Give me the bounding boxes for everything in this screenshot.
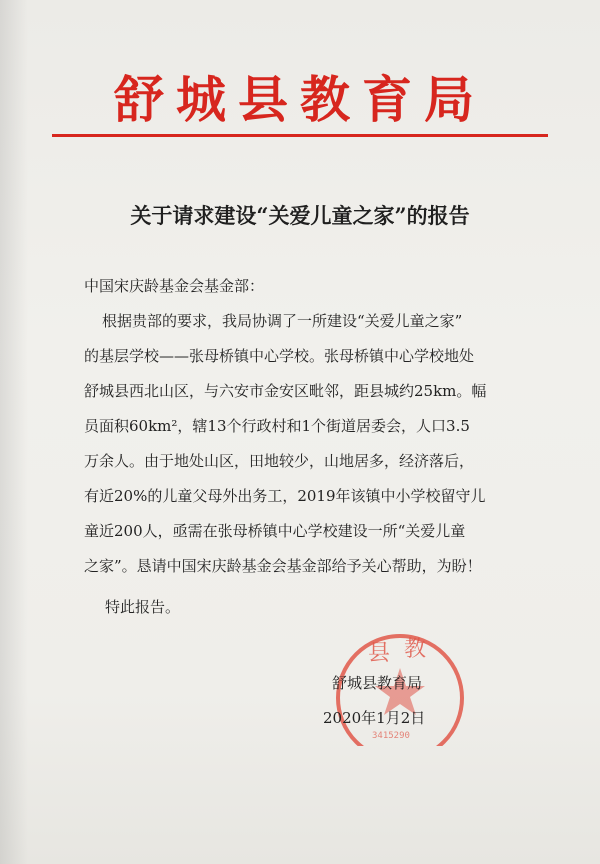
- closing-remark: 特此报告。: [105, 598, 181, 616]
- body-line-4: 员面积60km²，辖13个行政村和1个街道居委会，人口3.5: [84, 417, 470, 435]
- body-line-6: 有近20%的儿童父母外出务工，2019年该镇中小学校留守儿: [84, 487, 486, 505]
- seal-character-2: 教: [404, 637, 427, 662]
- salutation: 中国宋庆龄基金会基金部：: [84, 277, 265, 295]
- body-line-7: 童近200人，亟需在张母桥镇中心学校建设一所“关爱儿童: [84, 522, 466, 540]
- body-line-8: 之家”。恳请中国宋庆龄基金会基金部给予关心帮助，为盼！: [84, 557, 482, 575]
- seal-serial-number: 3415290: [372, 731, 410, 741]
- body-line-1: 根据贵部的要求，我局协调了一所建设“关爱儿童之家”: [102, 312, 463, 330]
- letterhead-organization-name: 舒城县教育局: [114, 70, 486, 129]
- body-line-3: 舒城县西北山区，与六安市金安区毗邻，距县城约25km。幅: [84, 382, 487, 400]
- issue-date: 2020年1月2日: [323, 709, 426, 727]
- body-line-2: 的基层学校——张母桥镇中心学校。张母桥镇中心学校地处: [84, 347, 475, 365]
- body-line-5: 万余人。由于地处山区，田地较少，山地居多，经济落后，: [84, 452, 475, 470]
- seal-character-1: 县: [368, 641, 391, 666]
- issuer-name: 舒城县教育局: [332, 674, 423, 692]
- page-edge-shadow: [0, 0, 28, 864]
- letterhead-red-rule: [52, 134, 548, 137]
- document-title: 关于请求建设“关爱儿童之家”的报告: [130, 203, 470, 228]
